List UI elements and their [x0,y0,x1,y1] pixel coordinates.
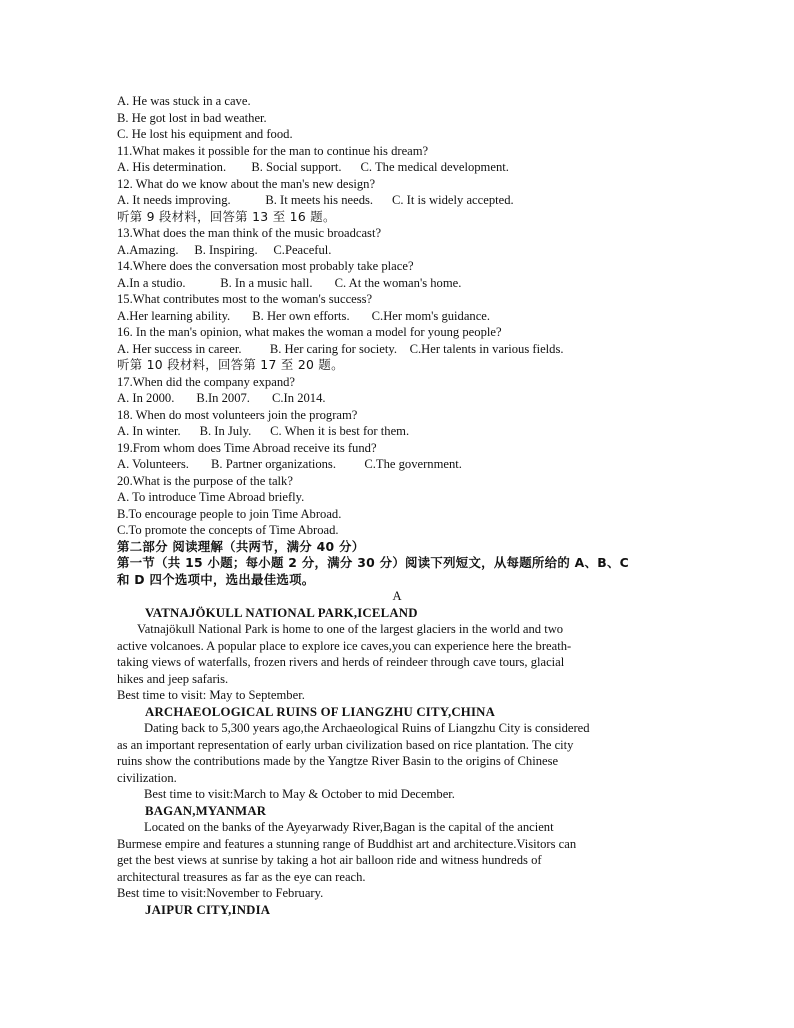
heading-bagan: BAGAN,MYANMAR [145,803,267,818]
question-16-options [117,341,677,358]
q16-option-b: B. Her caring for society. [269,341,398,356]
liangzhu-best-time: Best time to visit:March to May & October to mid December. [144,787,455,801]
q10-option-a: A. He was stuck in a cave. [117,94,251,108]
section-9-instruction: 听第 9 段材料，回答第 13 至 16 题。 [117,208,336,224]
question-15-options [117,308,677,325]
q18-option-c: C. When it is best for them. [270,424,410,438]
q12-option-b: B. It meets his needs. [265,193,374,207]
q19-option-c: C.The government. [364,457,462,471]
question-17-options [117,390,677,407]
q10-option-b: B. He got lost in bad weather. [117,110,267,125]
question-18: 18. When do most volunteers join the program? [117,407,358,422]
q19-option-b: B. Partner organizations. [211,457,336,471]
q11-option-a: A. His determination. [117,160,227,174]
q13-option-c: C.Peaceful. [273,242,332,257]
q11-option-c: C. The medical development. [360,160,509,174]
q16-option-c: C.Her talents in various fields. [409,341,564,356]
liangzhu-line-4: civilization. [117,770,177,785]
question-11-options [117,159,677,176]
vatnajokull-line-2: active volcanoes. A popular place to explore ice caves,you can experience here the breath- [117,638,572,653]
q15-option-b: B. Her own efforts. [252,308,350,323]
question-20: 20.What is the purpose of the talk? [117,473,293,488]
bagan-line-1: Located on the banks of the Ayeyarwady River,Bagan is the capital of the ancient [144,820,554,834]
question-19-options [117,456,677,473]
part-2-heading: 第二部分 阅读理解（共两节，满分 40 分） [117,538,365,554]
question-13: 13.What does the man think of the music broadcast? [117,226,382,240]
q14-option-c: C. At the woman's home. [334,275,462,290]
question-16: 16. In the man's opinion, what makes the woman a model for young people? [117,325,502,339]
q17-option-c: C.In 2014. [272,391,326,405]
vatnajokull-best-time: Best time to visit: May to September. [117,688,305,702]
question-11: 11.What makes it possible for the man to continue his dream? [117,143,429,158]
liangzhu-line-1: Dating back to 5,300 years ago,the Archaeological Ruins of Liangzhu City is considered [144,721,590,735]
q18-option-a: A. In winter. [117,424,181,438]
q15-option-a: A.Her learning ability. [117,308,231,323]
q14-option-b: B. In a music hall. [220,275,313,290]
q20-option-c: C.To promote the concepts of Time Abroad. [117,523,339,537]
exam-page [117,93,677,918]
q19-option-a: A. Volunteers. [117,457,189,471]
q20-option-b: B.To encourage people to join Time Abroad. [117,506,342,521]
section-1-instruction-line-1: 第一节（共 15 小题；每小题 2 分，满分 30 分）阅读下列短文，从每题所给的 A、B、C [117,555,630,570]
passage-letter: A [392,589,402,603]
q17-option-b: B.In 2007. [196,391,250,405]
q12-option-c: C. It is widely accepted. [391,193,514,207]
heading-liangzhu: ARCHAEOLOGICAL RUINS OF LIANGZHU CITY,CHINA [145,704,496,719]
bagan-line-2: Burmese empire and features a stunning range of Buddhist art and architecture.Visitors can [117,836,577,851]
q15-option-c: C.Her mom's guidance. [371,308,491,323]
q18-option-b: B. In July. [199,424,252,438]
heading-jaipur: JAIPUR CITY,INDIA [145,902,271,917]
question-12: 12. What do we know about the man's new design? [117,176,376,191]
question-15: 15.What contributes most to the woman's success? [117,292,373,306]
vatnajokull-line-4: hikes and jeep safaris. [117,671,229,686]
question-14-options [117,275,677,292]
q10-option-c: C. He lost his equipment and food. [117,127,293,141]
question-13-options [117,242,677,259]
bagan-line-3: get the best views at sunrise by taking a hot air balloon ride and witness hundreds of [117,853,542,867]
q16-option-a: A. Her success in career. [117,341,242,356]
heading-vatnajokull: VATNAJÖKULL NATIONAL PARK,ICELAND [145,605,418,620]
bagan-best-time: Best time to visit:November to February. [117,886,324,900]
q11-option-b: B. Social support. [251,160,342,174]
liangzhu-line-2: as an important representation of early urban civilization based on rice plantation. The city [117,737,574,752]
section-10-instruction: 听第 10 段材料，回答第 17 至 20 题。 [117,357,344,372]
question-14: 14.Where does the conversation most probably take place? [117,259,414,273]
q13-option-a: A.Amazing. [117,242,179,257]
q13-option-b: B. Inspiring. [194,242,258,257]
bagan-line-4: architectural treasures as far as the eye can reach. [117,869,366,884]
question-12-options [117,192,677,209]
vatnajokull-line-1: Vatnajökull National Park is home to one of the largest glaciers in the world and two [137,622,564,636]
section-1-instruction-line-2: 和 D 四个选项中，选出最佳选项。 [117,571,315,587]
q12-option-a: A. It needs improving. [117,193,231,207]
liangzhu-line-3: ruins show the contributions made by the Yangtze River Basin to the origins of Chinese [117,754,559,768]
q14-option-a: A.In a studio. [117,275,186,290]
q17-option-a: A. In 2000. [117,391,175,405]
question-17: 17.When did the company expand? [117,374,296,389]
question-18-options [117,423,677,440]
question-19: 19.From whom does Time Abroad receive its fund? [117,440,377,455]
q20-option-a: A. To introduce Time Abroad briefly. [117,490,305,504]
vatnajokull-line-3: taking views of waterfalls, frozen rivers and herds of reindeer through cave tours, glacial [117,655,565,669]
